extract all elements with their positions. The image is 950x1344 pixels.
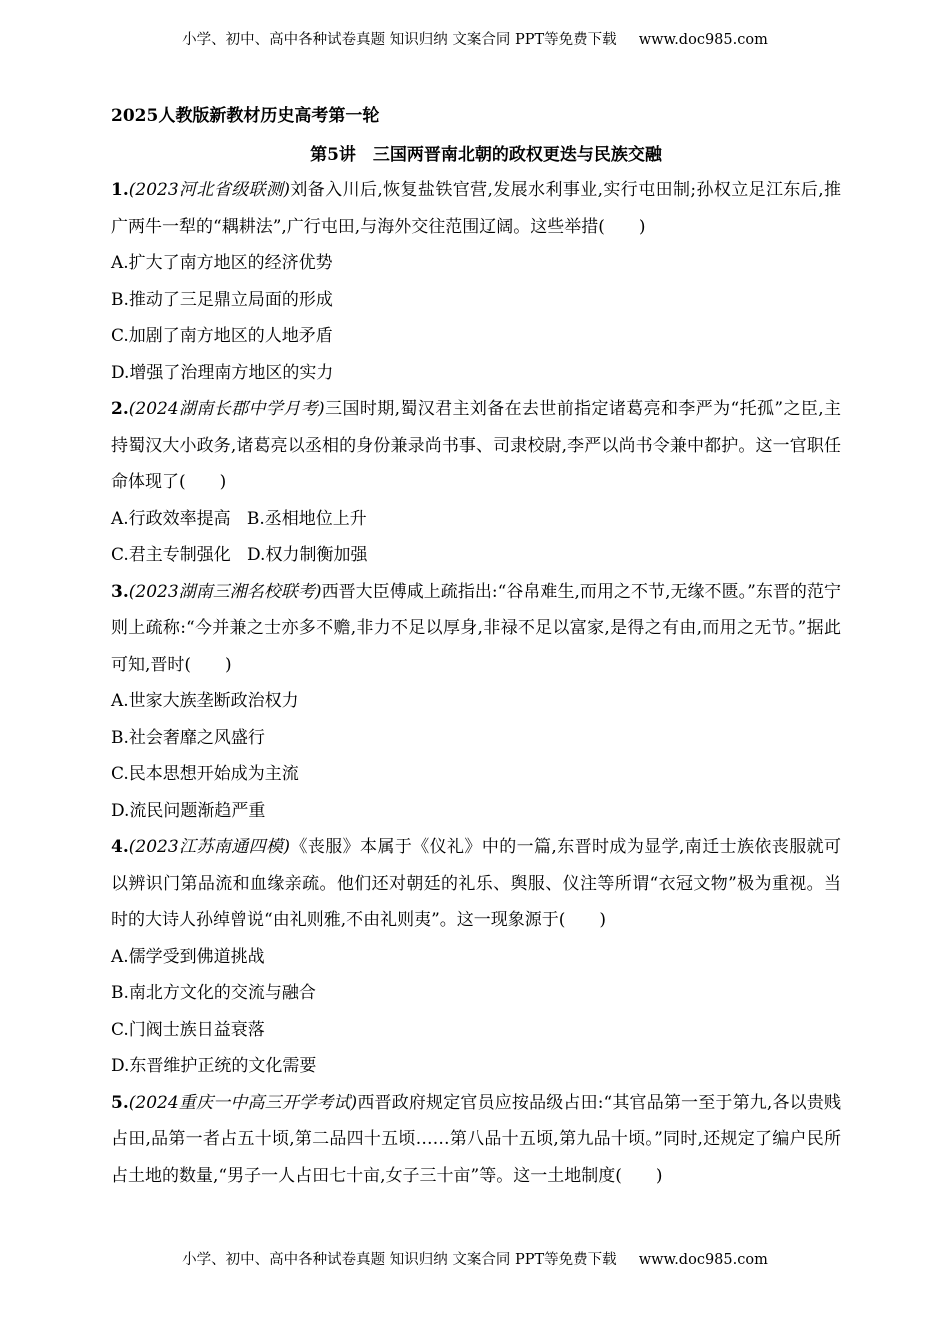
question-source: (2023湖南三湘名校联考) xyxy=(128,581,322,602)
footer-text: 小学、初中、高中各种试卷真题 知识归纳 文案合同 PPT等免费下载 xyxy=(182,1252,617,1268)
option-row-ab: A.行政效率提高 B.丞相地位上升 xyxy=(111,508,367,529)
option-a: A.世家大族垄断政治权力 xyxy=(111,691,299,711)
question-text: 三国时期,蜀汉君主刘备在去世前指定诸葛亮和李严为“托孤”之臣,主持蜀汉大小政务,诸葛亮以丞相的身份兼录尚书事、司隶校尉,李严以尚书令兼中都护。这一官职任命体现了( ) xyxy=(111,399,841,492)
option-d: D.东晋维护正统的文化需要 xyxy=(111,1056,317,1076)
question-number: 4. xyxy=(111,837,129,857)
question-5 xyxy=(111,1085,841,1195)
question-stem xyxy=(111,829,841,939)
option-a: A.儒学受到佛道挑战 xyxy=(111,946,265,967)
question-1 xyxy=(111,172,841,391)
option-c: C.加剧了南方地区的人地矛盾 xyxy=(111,326,333,346)
option-d: D.流民问题渐趋严重 xyxy=(111,800,266,821)
question-text: 《丧服》本属于《仪礼》中的一篇,东晋时成为显学,南迁士族依丧服就可以辨识门第品流和血缘亲疏。他们还对朝廷的礼乐、舆服、仪注等所谓“衣冠文物”极为重视。当时的大诗人孙绰曾说“由礼则雅,不由礼则夷”。这一现象源于( ) xyxy=(111,837,841,930)
option-c: C.民本思想开始成为主流 xyxy=(111,764,299,784)
lesson-title: 第5讲 三国两晋南北朝的政权更迭与民族交融 xyxy=(310,145,662,165)
question-source: (2024湖南长郡中学月考) xyxy=(128,399,325,419)
question-number: 2. xyxy=(111,399,129,419)
question-stem xyxy=(111,391,841,501)
document-body xyxy=(111,100,841,1194)
doc-title: 2025人教版新教材历史高考第一轮 xyxy=(111,106,380,126)
question-text: 西晋大臣傅咸上疏指出:“谷帛难生,而用之不节,无缘不匮。”东晋的范宁则上疏称:“今并兼之士亦多不赡,非力不足以厚身,非禄不足以富家,是得之有由,而用之无节。”据此可知,晋时( ) xyxy=(111,581,841,675)
option-c: C.门阀士族日益衰落 xyxy=(111,1019,265,1040)
option-row-cd: C.君主专制强化 D.权力制衡加强 xyxy=(111,545,368,565)
question-stem xyxy=(111,574,841,684)
option-a: A.扩大了南方地区的经济优势 xyxy=(111,253,333,273)
question-source: (2024重庆一中高三开学考试) xyxy=(128,1092,358,1113)
question-stem xyxy=(111,172,841,245)
question-number: 5. xyxy=(111,1092,129,1113)
question-2 xyxy=(111,391,841,574)
question-number: 1. xyxy=(111,180,129,200)
question-text: 西晋政府规定官员应按品级占田:“其官品第一至于第九,各以贵贱占田,品第一者占五十顷,第二品四十五顷……第八品十五顷,第九品十顷。”同时,还规定了编户民所占土地的数量,“男子一人占田七十亩,女子三十亩”等。这一土地制度( ) xyxy=(111,1092,842,1186)
question-stem xyxy=(111,1085,841,1195)
option-b: B.社会奢靡之风盛行 xyxy=(111,727,265,748)
option-b: B.推动了三足鼎立局面的形成 xyxy=(111,289,333,310)
header-text: 小学、初中、高中各种试卷真题 知识归纳 文案合同 PPT等免费下载 xyxy=(182,32,617,48)
header-site[interactable]: www.doc985.com xyxy=(638,32,768,48)
question-text: 刘备入川后,恢复盐铁官营,发展水利事业,实行屯田制;孙权立足江东后,推广两牛一犁的“耦耕法”,广行屯田,与海外交往范围辽阔。这些举措( ) xyxy=(111,180,842,237)
question-source: (2023江苏南通四模) xyxy=(128,837,291,857)
question-4 xyxy=(111,829,841,1085)
option-d: D.增强了治理南方地区的实力 xyxy=(111,362,334,383)
footer-site[interactable]: www.doc985.com xyxy=(638,1252,768,1268)
question-number: 3. xyxy=(111,581,129,602)
page-header xyxy=(0,28,950,49)
question-3 xyxy=(111,574,841,830)
page-footer xyxy=(0,1248,950,1269)
option-b: B.南北方文化的交流与融合 xyxy=(111,983,316,1003)
question-source: (2023河北省级联测) xyxy=(128,180,291,200)
